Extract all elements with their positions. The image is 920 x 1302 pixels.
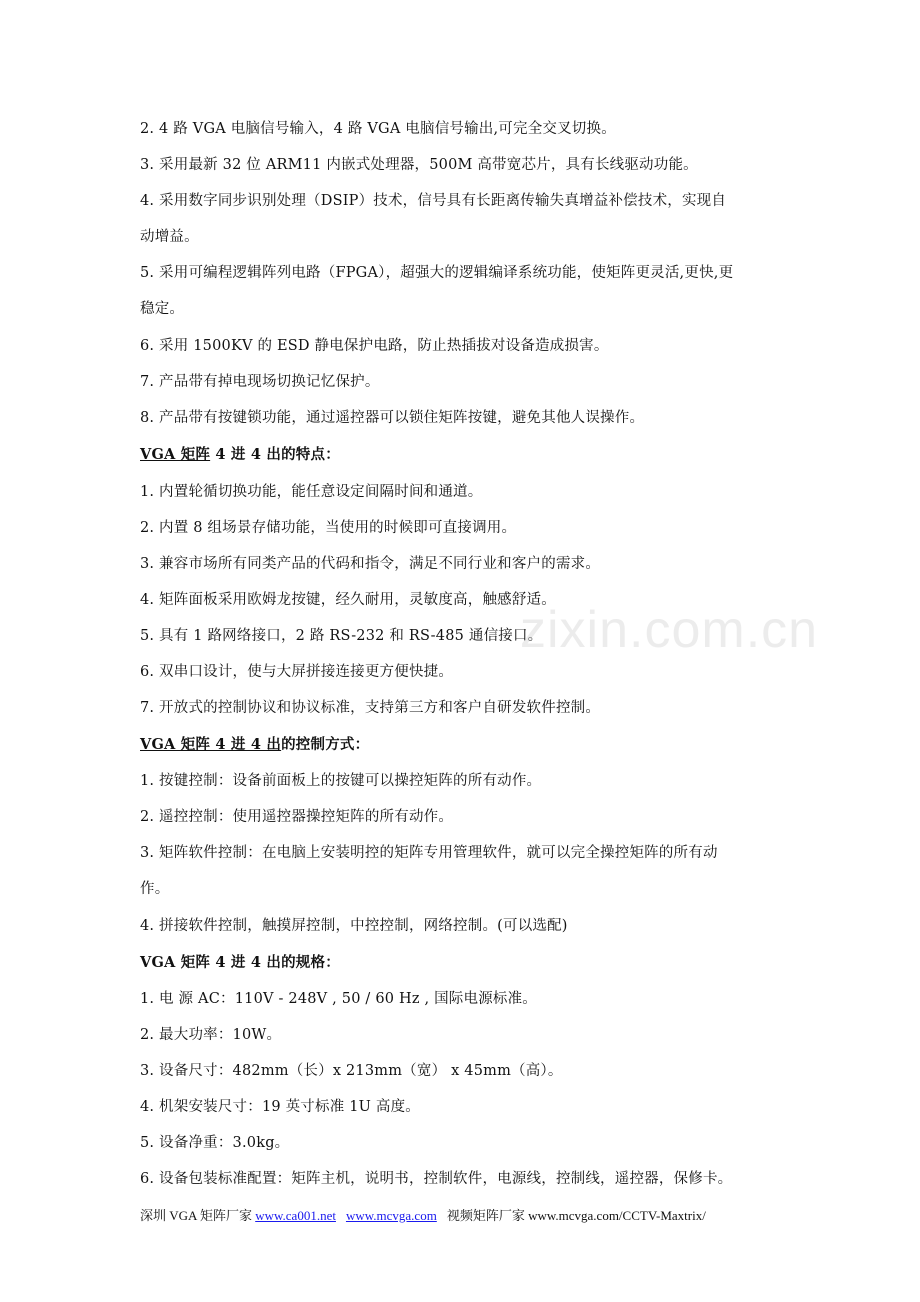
- traits-heading-link[interactable]: VGA 矩阵: [140, 446, 211, 463]
- control-item-1: 1. 按键控制：设备前面板上的按键可以操控矩阵的所有动作。: [140, 773, 542, 789]
- traits-item-2: 2. 内置 8 组场景存储功能，当使用的时候即可直接调用。: [140, 520, 517, 536]
- footer: [140, 1207, 706, 1225]
- control-item-3-cont: 作。: [140, 881, 170, 897]
- watermark-text: zixin.com.cn: [520, 601, 819, 659]
- control-item-2: 2. 遥控控制：使用遥控器操控矩阵的所有动作。: [140, 809, 454, 825]
- footer-link-ca001[interactable]: www.ca001.net: [255, 1208, 336, 1223]
- feature-item-6: 6. 采用 1500KV 的 ESD 静电保护电路，防止热插拔对设备造成损害。: [140, 338, 609, 354]
- control-item-3: 3. 矩阵软件控制：在电脑上安装明控的矩阵专用管理软件，就可以完全操控矩阵的所有动: [140, 845, 718, 861]
- footer-middle: 视频矩阵厂家: [446, 1208, 529, 1223]
- footer-suffix: www.mcvga.com/CCTV-Maxtrix/: [528, 1208, 706, 1223]
- specs-item-1: 1. 电 源 AC：110V - 248V , 50 / 60 Hz , 国际电源标准。: [140, 991, 537, 1007]
- traits-heading-text: 4 进 4 出的特点：: [210, 446, 340, 463]
- traits-item-7: 7. 开放式的控制协议和协议标准，支持第三方和客户自研发软件控制。: [140, 700, 601, 716]
- control-heading-text: 的控制方式：: [281, 736, 370, 753]
- control-item-4: 4. 拼接软件控制，触摸屏控制，中控控制，网络控制。(可以选配): [140, 918, 568, 934]
- traits-item-5: 5. 具有 1 路网络接口，2 路 RS-232 和 RS-485 通信接口。: [140, 628, 543, 644]
- feature-item-5-cont: 稳定。: [140, 301, 185, 317]
- footer-prefix: 深圳 VGA 矩阵厂家: [140, 1208, 256, 1223]
- specs-item-4: 4. 机架安装尺寸：19 英寸标准 1U 高度。: [140, 1099, 420, 1115]
- specs-item-3: 3. 设备尺寸：482mm（长）x 213mm（宽） x 45mm（高）。: [140, 1063, 563, 1079]
- feature-item-2: 2. 4 路 VGA 电脑信号输入，4 路 VGA 电脑信号输出,可完全交叉切换。: [140, 121, 616, 137]
- feature-item-7: 7. 产品带有掉电现场切换记忆保护。: [140, 374, 380, 390]
- traits-item-1: 1. 内置轮循切换功能，能任意设定间隔时间和通道。: [140, 484, 483, 500]
- control-heading: [140, 735, 369, 755]
- feature-item-4: 4. 采用数字同步识别处理（DSIP）技术，信号具有长距离传输失真增益补偿技术，实现自: [140, 193, 727, 209]
- feature-item-4-cont: 动增益。: [140, 229, 199, 245]
- footer-link-mcvga[interactable]: www.mcvga.com: [345, 1208, 437, 1223]
- feature-item-3: 3. 采用最新 32 位 ARM11 内嵌式处理器，500M 高带宽芯片，具有长线驱动功能。: [140, 157, 698, 173]
- traits-item-6: 6. 双串口设计，使与大屏拼接连接更方便快捷。: [140, 664, 454, 680]
- specs-item-2: 2. 最大功率：10W。: [140, 1027, 282, 1043]
- feature-item-8: 8. 产品带有按键锁功能，通过遥控器可以锁住矩阵按键，避免其他人误操作。: [140, 410, 645, 426]
- specs-heading: VGA 矩阵 4 进 4 出的规格：: [140, 954, 340, 971]
- traits-heading: [140, 445, 340, 465]
- feature-item-5: 5. 采用可编程逻辑阵列电路（FPGA），超强大的逻辑编译系统功能，使矩阵更灵活,更快,更: [140, 265, 734, 281]
- traits-item-3: 3. 兼容市场所有同类产品的代码和指令，满足不同行业和客户的需求。: [140, 556, 601, 572]
- traits-item-4: 4. 矩阵面板采用欧姆龙按键，经久耐用，灵敏度高，触感舒适。: [140, 592, 556, 608]
- specs-item-5: 5. 设备净重：3.0kg。: [140, 1135, 290, 1151]
- specs-item-6: 6. 设备包装标准配置：矩阵主机，说明书，控制软件，电源线，控制线，遥控器，保修卡。: [140, 1171, 733, 1187]
- control-heading-link[interactable]: VGA 矩阵 4 进 4 出: [140, 736, 282, 753]
